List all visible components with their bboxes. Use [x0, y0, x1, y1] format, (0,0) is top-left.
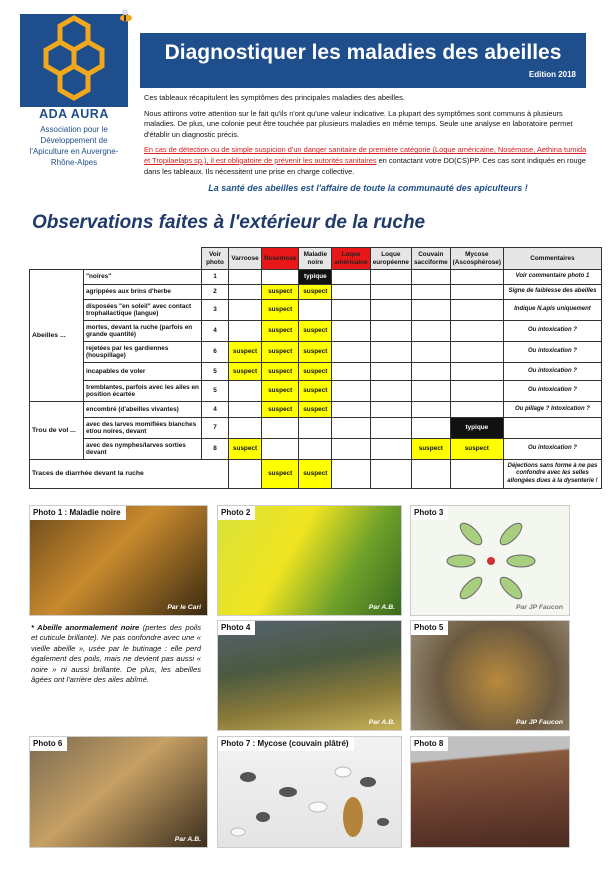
symptom-cell: suspect	[262, 285, 299, 300]
symptom-cell: suspect	[262, 342, 299, 363]
table-row	[30, 439, 602, 460]
photo-4-credit: Par A.B.	[368, 719, 395, 726]
category-trou-de-vol: Trou de vol ...	[30, 402, 84, 460]
table-row	[30, 285, 602, 300]
symptom-cell	[370, 342, 411, 363]
intro-p1: Ces tableaux récapitulent les symptômes des principales maladies des abeilles.	[144, 93, 405, 102]
symptom-cell	[370, 285, 411, 300]
symptom-cell	[299, 300, 332, 321]
photo-2	[217, 505, 402, 616]
page-title: Diagnostiquer les maladies des abeilles	[164, 41, 562, 64]
symptom-cell	[370, 321, 411, 342]
logo-subtitle: Association pour le Développement de l'Apiculture en Auvergne-Rhône-Alpes	[29, 125, 119, 167]
symptom-cell: suspect	[229, 342, 262, 363]
comment-cell: Voir commentaire photo 1	[503, 270, 601, 285]
logo	[20, 14, 128, 167]
col-voir-photo: Voir photo	[202, 248, 229, 270]
symptom-cell	[229, 321, 262, 342]
symptom-cell: suspect	[262, 363, 299, 381]
symptom-cell	[332, 321, 370, 342]
symptom-cell	[370, 270, 411, 285]
photo-4-label: Photo 4	[218, 621, 255, 635]
photo-6-label: Photo 6	[30, 737, 67, 751]
symptom-cell	[332, 300, 370, 321]
photo-8-label: Photo 8	[411, 737, 448, 751]
symptom-cell	[332, 460, 370, 489]
photo-1-label: Photo 1 : Maladie noire	[30, 506, 126, 520]
symptom-cell	[229, 402, 262, 418]
observation-cell: incapables de voler	[84, 363, 202, 381]
symptom-cell	[450, 300, 503, 321]
symptom-cell	[411, 300, 450, 321]
symptom-cell	[411, 321, 450, 342]
col-couvain-sacciforme: Couvain sacciforme	[411, 248, 450, 270]
intro-p3-rest: en contactant votre DD(CS)PP. Ces cas sont indiqués en rouge dans les tableaux. Ils nécessitent une prise en charge collective.	[144, 155, 586, 176]
symptom-cell: suspect	[262, 402, 299, 418]
symptom-cell	[411, 285, 450, 300]
symptom-cell: suspect	[229, 363, 262, 381]
symptom-cell	[229, 381, 262, 402]
photo-5	[410, 620, 570, 731]
photo-ref-cell: 1	[202, 270, 229, 285]
col-varroose: Varroose	[229, 248, 262, 270]
observation-cell: agrippées aux brins d'herbe	[84, 285, 202, 300]
symptom-cell	[332, 285, 370, 300]
bees-sun-diagram-icon	[411, 506, 570, 616]
col-maladie-noire: Maladie noire	[299, 248, 332, 270]
intro-text	[144, 93, 592, 182]
symptom-cell: suspect	[262, 300, 299, 321]
symptom-cell: typique	[299, 270, 332, 285]
table-row	[30, 363, 602, 381]
symptom-cell: suspect	[411, 439, 450, 460]
motto: La santé des abeilles est l'affaire de toute la communauté des apiculteurs !	[208, 183, 528, 193]
symptom-cell	[411, 460, 450, 489]
photo-ref-cell: 2	[202, 285, 229, 300]
symptom-cell: suspect	[262, 321, 299, 342]
symptom-cell	[450, 363, 503, 381]
observation-cell: "noires"	[84, 270, 202, 285]
symptom-cell: suspect	[299, 321, 332, 342]
symptom-cell	[450, 321, 503, 342]
photo-7-label: Photo 7 : Mycose (couvain plâtré)	[218, 737, 354, 751]
mummified-larvae-icon	[218, 737, 402, 848]
photo-ref-cell: 4	[202, 402, 229, 418]
symptom-cell: suspect	[299, 402, 332, 418]
category-traces-diarrhee: Traces de diarrhée devant la ruche	[30, 460, 229, 489]
symptom-cell	[450, 342, 503, 363]
observation-cell: avec des nymphes/larves sorties devant	[84, 439, 202, 460]
col-nosemose: Nosémose	[262, 248, 299, 270]
logo-hexagon-icon	[20, 14, 128, 107]
symptom-cell	[411, 402, 450, 418]
comment-cell	[503, 418, 601, 439]
col-loque-americaine: Loque américaine	[332, 248, 370, 270]
photo-2-credit: Par A.B.	[368, 604, 395, 611]
symptom-cell	[262, 418, 299, 439]
symptom-cell	[332, 439, 370, 460]
symptom-cell	[370, 363, 411, 381]
symptom-cell: suspect	[229, 439, 262, 460]
symptom-cell	[229, 270, 262, 285]
symptom-cell: suspect	[299, 460, 332, 489]
observation-cell: avec des larves momifiées blanches et/ou noires, devant	[84, 418, 202, 439]
photo-ref-cell: 6	[202, 342, 229, 363]
symptom-cell: typique	[450, 418, 503, 439]
comment-cell: Indique N.apis uniquement	[503, 300, 601, 321]
table-row	[30, 300, 602, 321]
table-row	[30, 418, 602, 439]
photo-3	[410, 505, 570, 616]
photo-6	[29, 736, 208, 848]
photo-3-label: Photo 3	[411, 506, 448, 520]
symptom-cell	[262, 270, 299, 285]
symptom-cell	[229, 300, 262, 321]
photo-8	[410, 736, 570, 848]
symptom-cell	[299, 439, 332, 460]
photo-ref-cell: 5	[202, 381, 229, 402]
symptom-cell	[370, 439, 411, 460]
comment-cell: Déjections sans forme à ne pas confondre avec les selles allongées dues à la dysenterie !	[503, 460, 601, 489]
edition-label: Edition 2018	[528, 70, 576, 79]
symptom-cell: suspect	[299, 285, 332, 300]
symptom-cell	[229, 418, 262, 439]
symptom-cell	[450, 381, 503, 402]
symptom-cell	[411, 418, 450, 439]
symptom-cell: suspect	[450, 439, 503, 460]
symptom-cell	[332, 418, 370, 439]
bee-icon	[117, 8, 135, 24]
symptom-cell	[370, 381, 411, 402]
symptom-cell: suspect	[262, 460, 299, 489]
symptom-cell	[411, 342, 450, 363]
photo-4	[217, 620, 402, 731]
photo-5-label: Photo 5	[411, 621, 448, 635]
symptom-cell	[450, 460, 503, 489]
symptom-cell	[411, 363, 450, 381]
photo-ref-cell: 5	[202, 363, 229, 381]
symptoms-table	[29, 247, 602, 489]
table-row	[30, 321, 602, 342]
comment-cell: Signe de faiblesse des abeilles	[503, 285, 601, 300]
symptom-cell	[370, 300, 411, 321]
symptom-cell	[262, 439, 299, 460]
symptom-cell	[370, 402, 411, 418]
symptom-cell: suspect	[262, 381, 299, 402]
symptom-cell	[229, 460, 262, 489]
intro-p3	[144, 145, 592, 177]
symptom-cell	[370, 418, 411, 439]
observation-cell: disposées "en soleil" avec contact trophallactique (langue)	[84, 300, 202, 321]
section-title: Observations faites à l'extérieur de la ruche	[32, 212, 426, 233]
table-row	[30, 381, 602, 402]
note-star: * Abeille anormalement noire	[31, 623, 140, 632]
comment-cell: Ou intoxication ?	[503, 439, 601, 460]
observation-cell: rejetées par les gardiennes (houspillage)	[84, 342, 202, 363]
comment-cell: Ou intoxication ?	[503, 342, 601, 363]
photo-6-credit: Par A.B.	[174, 836, 201, 843]
intro-p3-alert: En cas de détection ou de simple suspicion d'un danger sanitaire de première catégorie (Loque américaine, Nosémose, Aethina tumida et Tropilaelaps sp.), il est obligatoire de prévenir les autorités sanitaires	[144, 145, 587, 165]
category-abeilles: Abeilles ...	[30, 270, 84, 402]
photo-5-credit: Par JP Faucon	[516, 719, 563, 726]
symptom-cell	[450, 270, 503, 285]
table-row	[30, 402, 602, 418]
logo-name: ADA AURA	[39, 107, 109, 121]
symptom-cell	[450, 402, 503, 418]
symptom-cell	[299, 418, 332, 439]
note-text: (pertes des poils et cuticule brillante). Ne pas confondre avec une « vieille abeille », usée par le butinage : elle perd également des poils, mais ne devient pas aussi « noire » ni aussi brillante. De plus, les abeilles âgées ont l'arrière des ailes abîmé.	[31, 623, 202, 685]
symptom-cell	[332, 363, 370, 381]
symptom-cell	[450, 285, 503, 300]
symptom-cell	[370, 460, 411, 489]
table-row	[30, 342, 602, 363]
comment-cell: Ou intoxication ?	[503, 321, 601, 342]
observation-cell: tremblantes, parfois avec les ailes en position écartée	[84, 381, 202, 402]
col-loque-europeenne: Loque européenne	[370, 248, 411, 270]
comment-cell: Ou intoxication ?	[503, 381, 601, 402]
observation-cell: encombré (d'abeilles vivantes)	[84, 402, 202, 418]
photo-3-credit: Par JP Faucon	[516, 604, 563, 611]
symptom-cell	[411, 270, 450, 285]
photo-1-note	[31, 623, 201, 685]
table-row	[30, 270, 602, 285]
symptom-cell	[332, 342, 370, 363]
symptom-cell: suspect	[299, 342, 332, 363]
intro-p2: Nous attirons votre attention sur le fait qu'ils n'ont qu'une valeur indicative. La plupart des symptômes sont communs à plusieurs maladies. De plus, une colonie peut être touchée par plusieurs maladies en même temps. Seule une analyse en laboratoire permet d'établir un diagnostic précis.	[144, 108, 573, 139]
comment-cell: Ou intoxication ?	[503, 363, 601, 381]
symptom-cell: suspect	[299, 381, 332, 402]
photo-1-credit: Par le Cari	[167, 604, 201, 611]
table-row	[30, 460, 602, 489]
symptom-cell	[332, 402, 370, 418]
photo-2-label: Photo 2	[218, 506, 255, 520]
table-header-row	[30, 248, 602, 270]
comment-cell: Ou pillage ? Intoxication ?	[503, 402, 601, 418]
photo-ref-cell: 7	[202, 418, 229, 439]
symptom-cell	[229, 285, 262, 300]
symptom-cell: suspect	[299, 363, 332, 381]
photo-ref-cell: 8	[202, 439, 229, 460]
symptom-cell	[411, 381, 450, 402]
photo-ref-cell: 4	[202, 321, 229, 342]
title-banner	[140, 33, 586, 88]
col-commentaires: Commentaires	[503, 248, 601, 270]
col-mycose: Mycose (Ascosphérose)	[450, 248, 503, 270]
photo-7	[217, 736, 402, 848]
observation-cell: mortes, devant la ruche (parfois en grande quantité)	[84, 321, 202, 342]
photo-1	[29, 505, 208, 616]
symptom-cell	[332, 270, 370, 285]
symptom-cell	[332, 381, 370, 402]
photo-ref-cell: 3	[202, 300, 229, 321]
